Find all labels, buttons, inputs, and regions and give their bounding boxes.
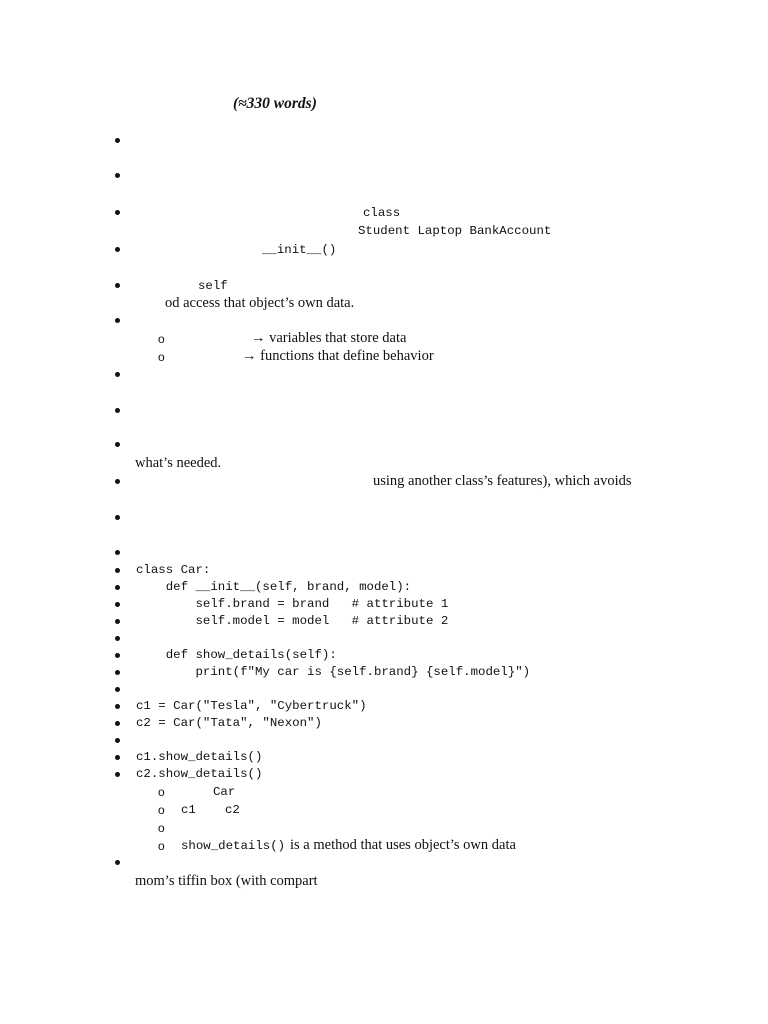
code-line-bullet — [115, 636, 120, 641]
bullet — [115, 372, 120, 377]
method-code: show_details() — [181, 839, 286, 853]
bullet — [115, 210, 120, 215]
code-line: c1.show_details() — [136, 750, 263, 764]
code-line: c2.show_details() — [136, 767, 263, 781]
bullet — [115, 173, 120, 178]
sub-bullet-marker: o — [158, 350, 165, 364]
code-line-bullet — [115, 738, 120, 743]
code-line-bullet — [115, 585, 120, 590]
bullet — [115, 479, 120, 484]
methods-text: → functions that define behavior — [242, 348, 434, 364]
bullet — [115, 138, 120, 143]
bullet — [115, 247, 120, 252]
attributes-text: → variables that store data — [251, 330, 407, 346]
code-line-bullet — [115, 755, 120, 760]
bullet — [115, 408, 120, 413]
sub-bullet-marker: o — [158, 839, 165, 853]
code-line-bullet — [115, 653, 120, 658]
init-method: __init__() — [262, 243, 337, 257]
code-line-bullet — [115, 670, 120, 675]
code-line: self.brand = brand # attribute 1 — [136, 597, 449, 611]
code-line: print(f"My car is {self.brand} {self.model}") — [136, 665, 531, 679]
bullet — [115, 515, 120, 520]
self-keyword: self — [198, 279, 228, 293]
class-keyword: class — [363, 206, 401, 220]
bullet — [115, 318, 120, 323]
code-line: c1 = Car("Tesla", "Cybertruck") — [136, 699, 367, 713]
code-line-bullet — [115, 687, 120, 692]
bullet — [115, 442, 120, 447]
bullet — [115, 550, 120, 555]
sub-bullet-marker: o — [158, 821, 165, 835]
code-line-bullet — [115, 704, 120, 709]
code-line-bullet — [115, 619, 120, 624]
bullet — [115, 283, 120, 288]
bullet — [115, 860, 120, 865]
word-count-heading: (≈330 words) — [233, 95, 317, 112]
analogy-text: mom’s tiffin box (with compart — [135, 873, 318, 889]
class-examples: Student Laptop BankAccount — [358, 224, 552, 238]
sub-bullet-marker: o — [158, 785, 165, 799]
code-line: def show_details(self): — [136, 648, 337, 662]
code-line-bullet — [115, 721, 120, 726]
object-c1-note: c1 — [181, 803, 196, 817]
class-name-note: Car — [213, 785, 236, 799]
code-line-bullet — [115, 772, 120, 777]
code-line: def __init__(self, brand, model): — [136, 580, 412, 594]
object-c2-note: c2 — [225, 803, 240, 817]
method-description: is a method that uses object’s own data — [290, 837, 516, 853]
code-line-bullet — [115, 602, 120, 607]
self-access-text: od access that object’s own data. — [165, 295, 355, 311]
code-line-bullet — [115, 568, 120, 573]
code-line: class Car: — [136, 563, 211, 577]
sub-bullet-marker: o — [158, 332, 165, 346]
code-line: self.model = model # attribute 2 — [136, 614, 449, 628]
code-line: c2 = Car("Tata", "Nexon") — [136, 716, 322, 730]
sub-bullet-marker: o — [158, 803, 165, 817]
whats-needed-text: what’s needed. — [135, 455, 222, 471]
inheritance-text: using another class’s features), which avoids — [373, 473, 632, 489]
